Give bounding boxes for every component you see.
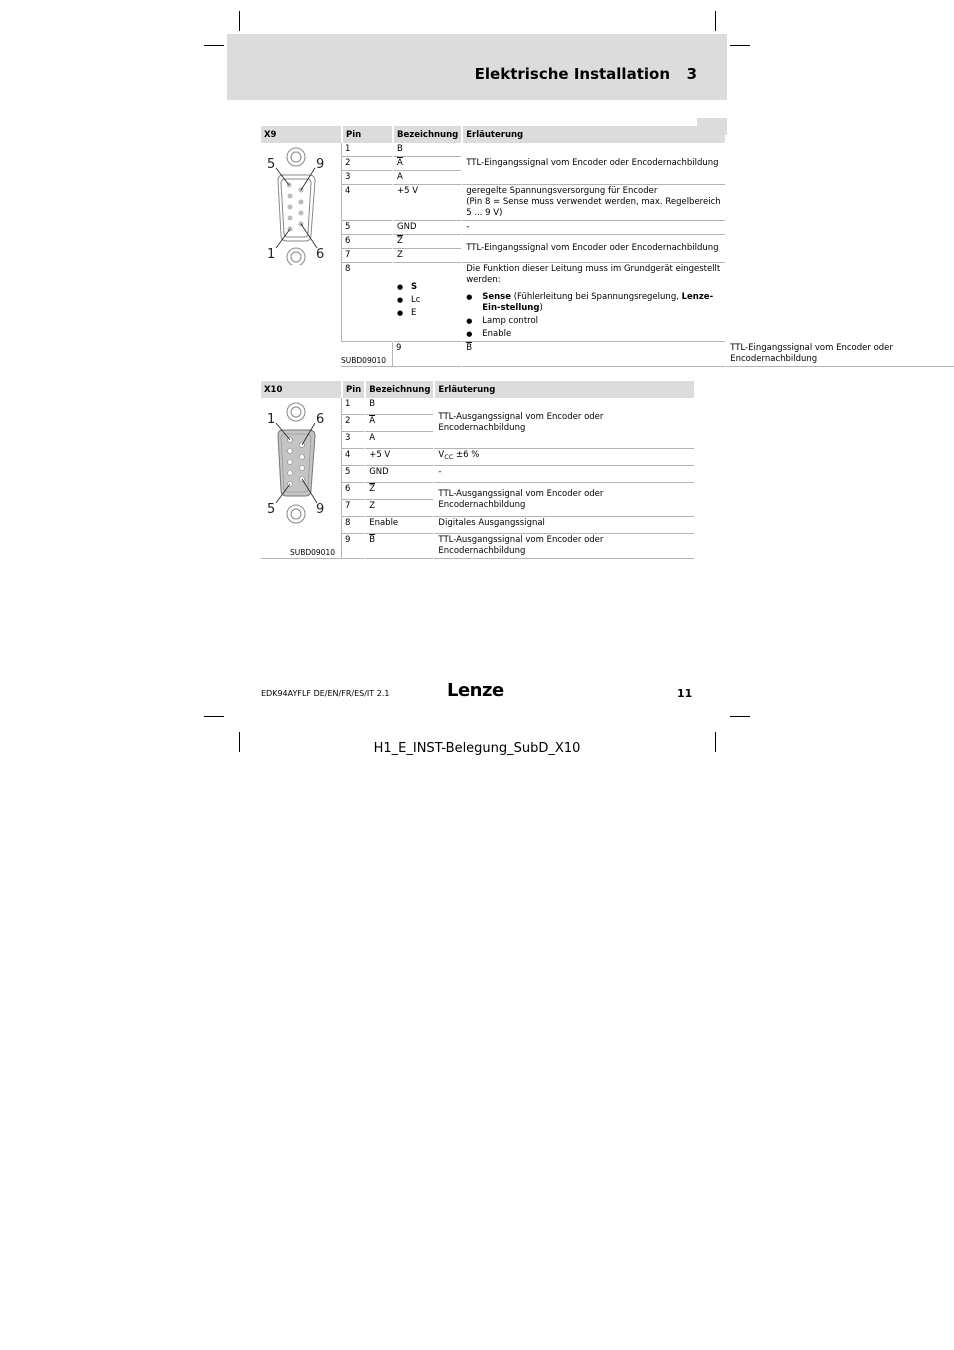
pin-name: +5 V <box>392 185 461 221</box>
pin-number: 1 <box>341 143 392 157</box>
pin-name: Enable <box>364 517 433 534</box>
pin-name: $\overline{B}$ <box>369 535 376 545</box>
crop-mark <box>204 45 224 46</box>
pin-description: TTL-Ausgangssignal vom Encoder oder Encodernachbildung <box>433 483 694 517</box>
diagram-pin-label: 1 <box>267 412 276 427</box>
subd-connector-image <box>261 143 341 265</box>
table-row <box>261 221 954 235</box>
col-header-desc: Erläuterung <box>461 126 725 143</box>
option-item: ● Lc <box>397 295 458 306</box>
pin-number: 8 <box>341 263 392 342</box>
pin-name: B <box>364 398 433 415</box>
pin-name: GND <box>364 466 433 483</box>
table-row <box>261 263 954 342</box>
diagram-pin-label: 9 <box>316 502 325 517</box>
description-line: Die Funktion dieser Leitung muss im Grundgerät eingestellt werden: <box>466 264 721 285</box>
pin-name: $\overline{Z}$ <box>369 484 376 494</box>
diagram-pin-label: 1 <box>267 247 276 262</box>
pin-number: 3 <box>341 171 392 185</box>
crop-mark <box>730 45 750 46</box>
description-line: (Pin 8 = Sense muss verwendet werden, max. Regelbereich <box>466 197 721 207</box>
option-item: ● Sense (Fühlerleitung bei Spannungsregelung, Lenze-Ein-stellung) <box>466 292 714 313</box>
pin-number: 1 <box>341 398 364 415</box>
lenze-logo: Lenze <box>447 680 504 701</box>
pin-number: 6 <box>341 483 364 500</box>
pin-number: 5 <box>341 221 392 235</box>
col-header-desc: Erläuterung <box>433 381 694 398</box>
pin-number: 9 <box>341 534 364 559</box>
pin-number: 4 <box>341 185 392 221</box>
pin-number: 7 <box>341 500 364 517</box>
pin-description: TTL-Ausgangssignal vom Encoder oder Encodernachbildung <box>433 398 694 449</box>
option-item: ● E <box>397 308 458 319</box>
figure-label: SUBD09010 <box>341 342 392 367</box>
table-header-row <box>261 126 954 143</box>
pin-name: GND <box>392 221 461 235</box>
option-item: ● S <box>397 282 458 293</box>
pin-number: 3 <box>341 432 364 449</box>
diagram-pin-label: 6 <box>316 247 325 262</box>
x10-pin-table <box>261 381 694 559</box>
diagram-pin-label: 9 <box>316 157 325 172</box>
pin-name: A <box>364 432 433 449</box>
chapter-header <box>227 34 727 100</box>
pin-description <box>461 263 725 342</box>
pin-description: - <box>433 466 694 483</box>
pin-number: 4 <box>341 449 364 466</box>
x9-pin-table <box>261 126 954 367</box>
table-row <box>261 534 694 559</box>
pin-description: TTL-Eingangssignal vom Encoder oder Encodernachbildung <box>461 235 725 263</box>
page-caption: H1_E_INST-Belegung_SubD_X10 <box>373 741 581 756</box>
connector-label: X9 <box>261 126 341 143</box>
pin-number: 5 <box>341 466 364 483</box>
description-line: geregelte Spannungsversorgung für Encoder <box>466 186 658 196</box>
table-row <box>261 342 954 367</box>
pin-name: B <box>392 143 461 157</box>
diagram-pin-label: 6 <box>316 412 325 427</box>
pin-description: TTL-Eingangssignal vom Encoder oder Encodernachbildung <box>461 143 725 185</box>
figure-label: SUBD09010 <box>261 534 341 559</box>
col-header-name: Bezeichnung <box>364 381 433 398</box>
crop-mark <box>715 11 716 31</box>
pin-description: TTL-Ausgangssignal vom Encoder oder Encodernachbildung <box>433 534 694 559</box>
pin-name: $\overline{Z}$ <box>397 236 403 246</box>
pin-name-options <box>392 263 461 342</box>
col-header-pin: Pin <box>341 126 392 143</box>
chapter-number: 3 <box>686 65 697 83</box>
col-header-name: Bezeichnung <box>392 126 461 143</box>
diagram-pin-label: 5 <box>267 157 276 172</box>
table-row <box>261 185 954 221</box>
option-item: ● Enable <box>466 329 512 339</box>
pin-description: $V_{CC} \pm 6$ % <box>433 449 694 466</box>
chapter-title: Elektrische Installation <box>474 65 670 83</box>
col-header-pin: Pin <box>341 381 364 398</box>
pin-number: 2 <box>341 157 392 171</box>
diagram-pin-label: 5 <box>267 502 276 517</box>
crop-mark <box>204 716 224 717</box>
subd-connector-image <box>261 398 341 528</box>
table-row <box>261 143 954 157</box>
pin-number: 8 <box>341 517 364 534</box>
pin-description: - <box>461 221 725 235</box>
x9-connector-diagram <box>261 143 341 367</box>
pin-description: Digitales Ausgangssignal <box>433 517 694 534</box>
x10-connector-diagram <box>261 398 341 534</box>
table-row <box>261 235 954 249</box>
pin-number: 7 <box>341 249 392 263</box>
pin-name: +5 V <box>364 449 433 466</box>
description-line: 5 ... 9 V) <box>466 208 503 218</box>
pin-name: Z <box>364 500 433 517</box>
table-row <box>261 398 694 415</box>
pin-name: Z <box>392 249 461 263</box>
connector-label: X10 <box>261 381 341 398</box>
pin-name: $\overline{A}$ <box>397 158 403 168</box>
pin-number: 9 <box>392 342 461 367</box>
pin-number: 6 <box>341 235 392 249</box>
document-id: EDK94AYFLF DE/EN/FR/ES/IT 2.1 <box>261 689 390 698</box>
pin-name: $\overline{A}$ <box>369 416 376 426</box>
pin-name: A <box>392 171 461 185</box>
page-number: 11 <box>677 687 693 700</box>
crop-mark <box>239 11 240 31</box>
pin-name: $\overline{B}$ <box>466 343 473 353</box>
pin-number: 2 <box>341 415 364 432</box>
table-header-row <box>261 381 694 398</box>
pin-description: TTL-Eingangssignal vom Encoder oder Encodernachbildung <box>725 342 954 367</box>
crop-mark <box>730 716 750 717</box>
option-item: ● Lamp control <box>466 316 539 326</box>
pin-description <box>461 185 725 221</box>
